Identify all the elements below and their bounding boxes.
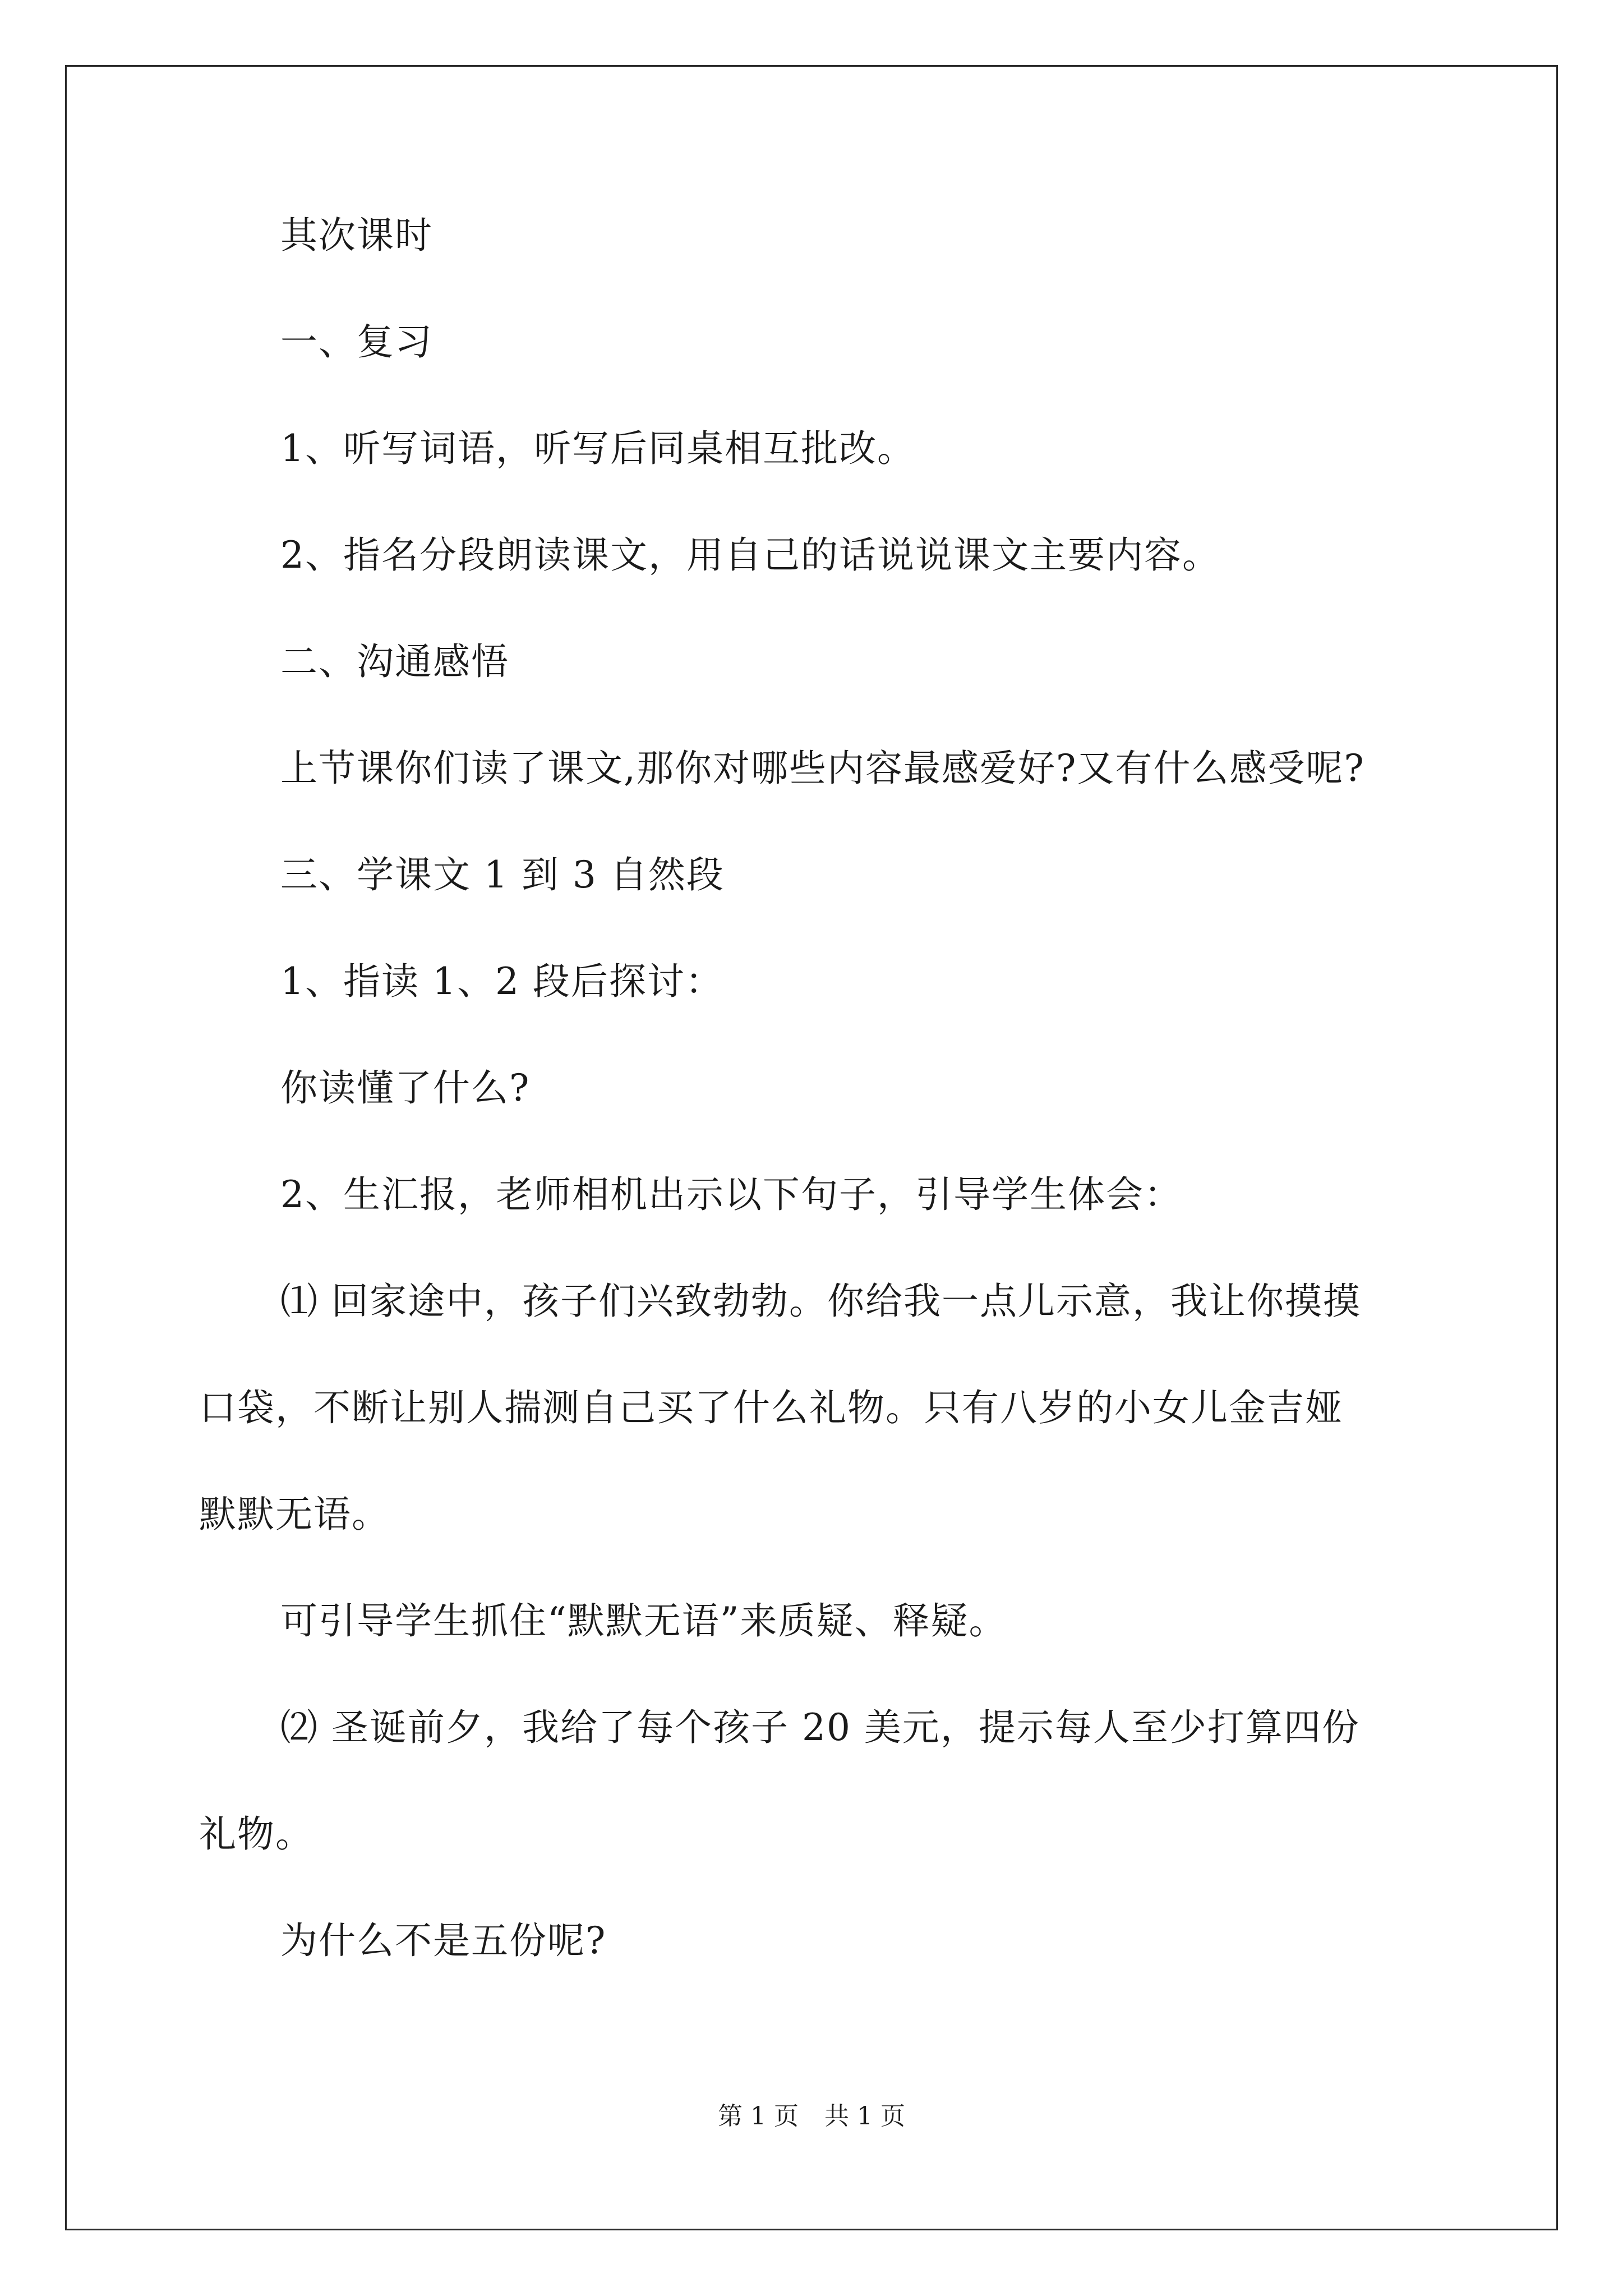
paragraph: 为什么不是五份呢?: [280, 1919, 607, 1962]
section-title: 其次课时: [280, 214, 433, 257]
paragraph: 1、听写词语，听写后同桌相互批改。: [280, 427, 915, 470]
paragraph: 2、指名分段朗读课文，用自己的话说说课文主要内容。: [280, 533, 1220, 577]
paragraph: 你读懂了什么?: [280, 1066, 531, 1110]
quote-line: 礼物。: [199, 1812, 313, 1856]
heading-study: 三、学课文 1 到 3 自然段: [280, 853, 725, 896]
page-border: [65, 65, 1558, 2230]
quote-line: ⑵ 圣诞前夕，我给了每个孩子 20 美元，提示每人至少打算四份: [280, 1706, 1360, 1749]
paragraph: 1、指读 1、2 段后探讨：: [280, 960, 723, 1003]
page-number: 第 1 页: [718, 2102, 799, 2131]
heading-communication: 二、沟通感悟: [280, 640, 509, 683]
quote-line: 口袋，不断让别人揣测自己买了什么礼物。只有八岁的小女儿金吉娅: [199, 1386, 1343, 1429]
page-total: 共 1 页: [824, 2102, 905, 2131]
quote-line: ⑴ 回家途中，孩子们兴致勃勃。你给我一点儿示意，我让你摸摸: [280, 1280, 1361, 1323]
heading-review: 一、复习: [280, 320, 433, 364]
quote-line: 默默无语。: [199, 1493, 390, 1536]
paragraph: 上节课你们读了课文,那你对哪些内容最感爱好?又有什么感受呢?: [280, 747, 1365, 790]
paragraph: 2、生汇报，老师相机出示以下句子，引导学生体会：: [280, 1173, 1182, 1216]
page-footer: [0, 2101, 1623, 2132]
paragraph: 可引导学生抓住“默默无语”来质疑、释疑。: [280, 1599, 1007, 1642]
